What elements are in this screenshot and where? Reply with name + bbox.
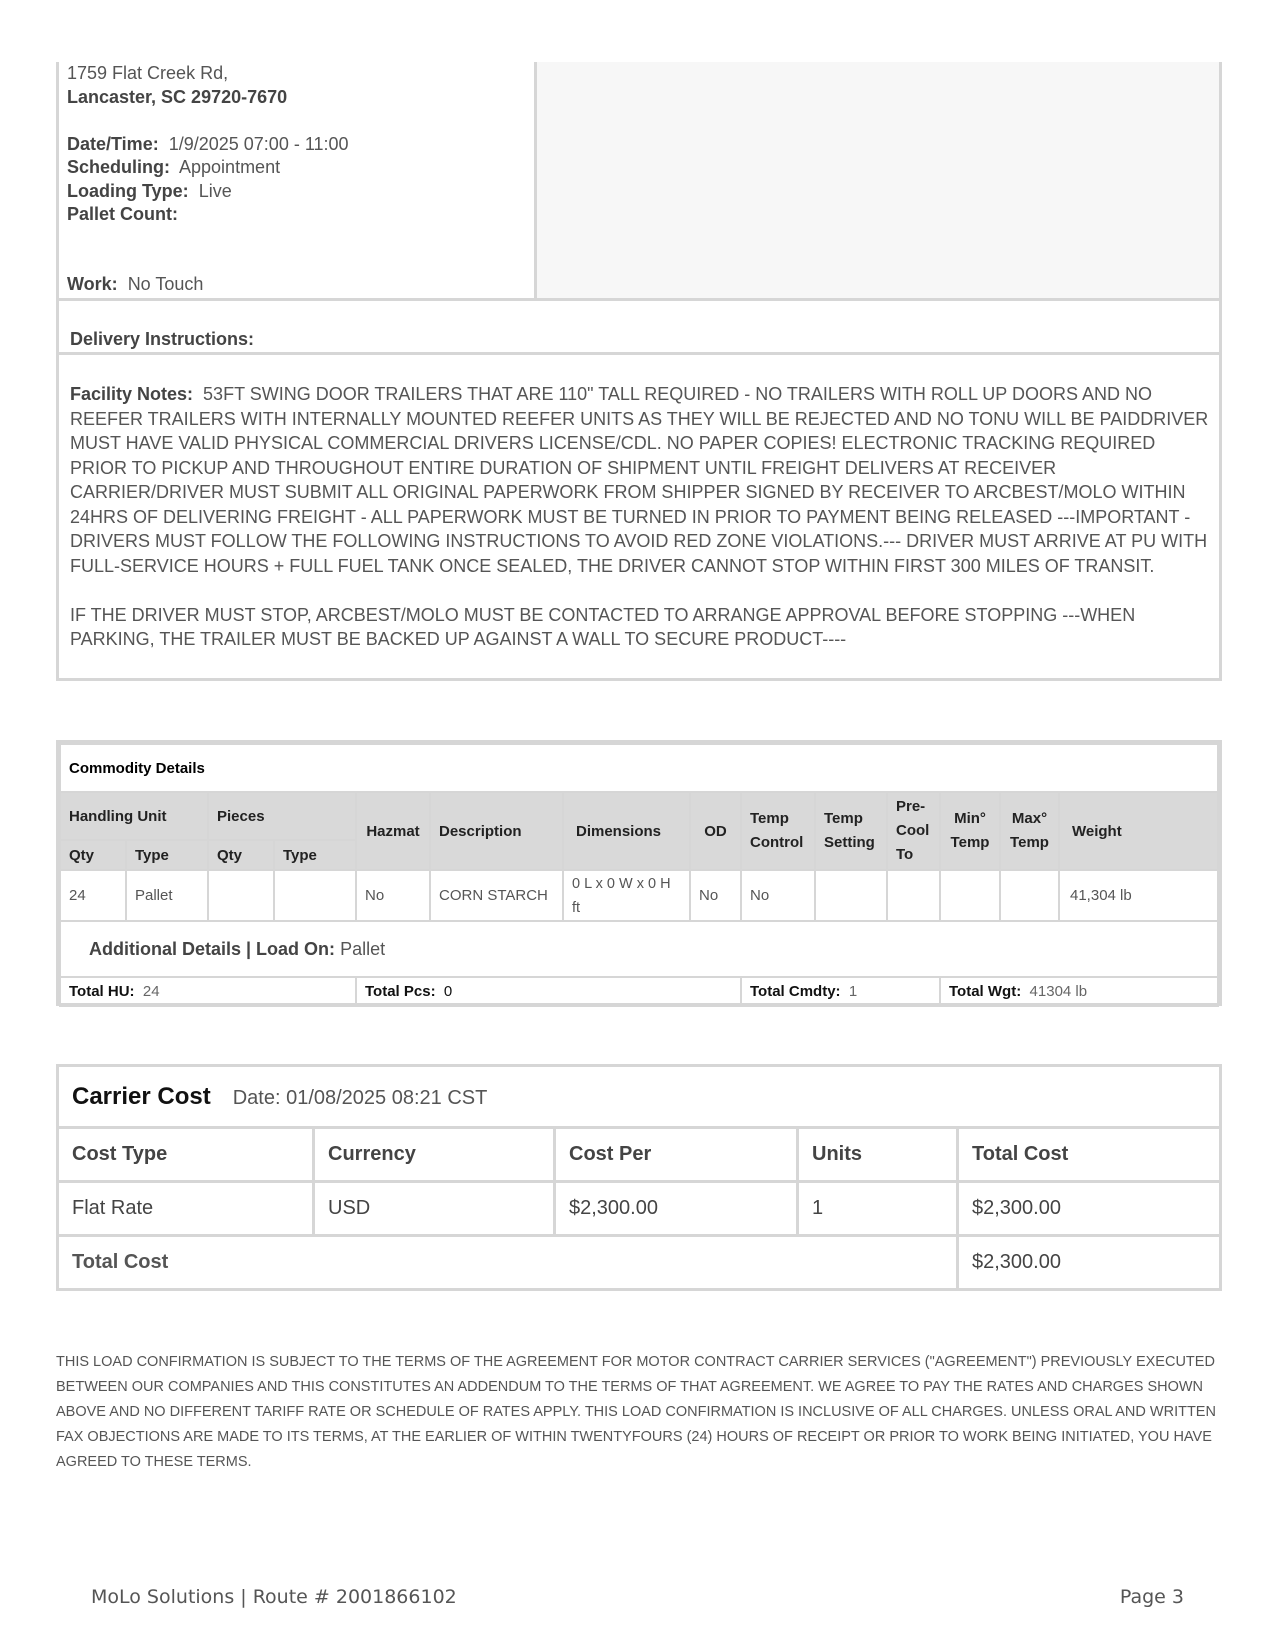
cell-dimensions: 0 L x 0 W x 0 H ft: [563, 870, 690, 921]
header-temp-setting: Temp Setting: [815, 792, 887, 870]
header-pieces: Pieces: [208, 792, 356, 840]
scheduling-value: Appointment: [179, 157, 281, 177]
additional-details-label: Additional Details | Load On:: [89, 938, 336, 959]
cell-max-temp: [1000, 870, 1059, 921]
cell-cost-type: Flat Rate: [58, 1182, 314, 1236]
scheduling-line: [67, 156, 534, 180]
stop-info-block: [56, 62, 1222, 301]
header-temp-control: Temp Control: [741, 792, 815, 870]
cell-od: No: [690, 870, 741, 921]
facility-notes-paragraph-2: IF THE DRIVER MUST STOP, ARCBEST/MOLO MUST BE CONTACTED TO ARRANGE APPROVAL BEFORE STOPPING ---WHEN PARKING, THE TRAILER MUST BE BACKED UP AGAINST A WALL TO SECURE PRODUCT----: [70, 604, 1136, 649]
total-cost-label: Total Cost: [58, 1236, 958, 1290]
cell-hazmat: No: [356, 870, 430, 921]
header-pc-type: Type: [274, 840, 356, 870]
delivery-instructions-label: Delivery Instructions:: [70, 329, 255, 349]
work-line: [67, 273, 203, 297]
footer-page-number: Page 3: [1119, 1586, 1184, 1608]
cell-hu-type: Pallet: [126, 870, 208, 921]
header-weight: Weight: [1059, 792, 1218, 870]
cell-temp-setting: [815, 870, 887, 921]
header-total-cost: Total Cost: [958, 1128, 1221, 1182]
cell-weight: 41,304 lb: [1059, 870, 1218, 921]
total-hu-label: Total HU:: [69, 983, 135, 1000]
total-cmdty: [741, 977, 940, 1006]
loading-line: [67, 180, 534, 204]
carrier-cost-header: [58, 1066, 1221, 1128]
cell-currency: USD: [314, 1182, 555, 1236]
total-wgt: [940, 977, 1218, 1006]
additional-details-value: Pallet: [340, 938, 386, 959]
facility-notes-text: 53FT SWING DOOR TRAILERS THAT ARE 110" TALL REQUIRED - NO TRAILERS WITH ROLL UP DOORS AND NO REEFER TRAILERS WITH INTERNALLY MOUNTED REEFER UNITS AS THEY WILL BE REJECTED AND NO TONU WILL BE PAIDDRIVER MUST HAVE VALID PHYSICAL COMMERCIAL DRIVERS LICENSE/CDL. NO PAPER COPIES! ELECTRONIC TRACKING REQUIRED PRIOR TO PICKUP AND THROUGHOUT ENTIRE DURATION OF SHIPMENT UNTIL FREIGHT DELIVERS AT RECEIVER CARRIER/DRIVER MUST SUBMIT ALL ORIGINAL PAPERWORK FROM SHIPPER SIGNED BY RECEIVER TO ARCBEST/MOLO WITHIN 24HRS OF DELIVERING FREIGHT - ALL PAPERWORK MUST BE TURNED IN PRIOR TO PAYMENT BEING RELEASED ---IMPORTANT - DRIVERS MUST FOLLOW THE FOLLOWING INSTRUCTIONS TO AVOID RED ZONE VIOLATIONS.--- DRIVER MUST ARRIVE AT PU WITH FULL-SERVICE HOURS + FULL FUEL TANK ONCE SEALED, THE DRIVER CANNOT STOP WITHIN FIRST 300 MILES OF TRANSIT.: [70, 384, 1209, 576]
facility-notes-box: [56, 352, 1222, 681]
commodity-details: [56, 740, 1222, 1006]
total-cost-value: $2,300.00: [958, 1236, 1221, 1290]
header-hazmat: Hazmat: [356, 792, 430, 870]
delivery-instructions-row: [56, 298, 1222, 355]
terms-text: THIS LOAD CONFIRMATION IS SUBJECT TO THE TERMS OF THE AGREEMENT FOR MOTOR CONTRACT CARRIER SERVICES ("AGREEMENT") PREVIOUSLY EXECUTED BETWEEN OUR COMPANIES AND THIS CONSTITUTES AN ADDENDUM TO THE TERMS OF THAT AGREEMENT. WE AGREE TO PAY THE RATES AND CHARGES SHOWN ABOVE AND NO DIFFERENT TARIFF RATE OR SCHEDULE OF RATES APPLY. THIS LOAD CONFIRMATION IS INCLUSIVE OF ALL CHARGES. UNLESS ORAL AND WRITTEN FAX OBJECTIONS ARE MADE TO ITS TERMS, AT THE EARLIER OF WITHIN TWENTYFOURS (24) HOURS OF RECEIPT OR PRIOR TO WORK BEING INITIATED, YOU HAVE AGREED TO THESE TERMS.: [56, 1354, 1216, 1470]
header-description: Description: [430, 792, 563, 870]
total-pcs-value: 0: [443, 983, 453, 1000]
total-wgt-value: 41304 lb: [1029, 983, 1088, 1000]
cell-temp-control: No: [741, 870, 815, 921]
header-max-temp: Max° Temp: [1000, 792, 1059, 870]
facility-notes-paragraph: [70, 382, 1215, 578]
commodity-title: Commodity Details: [60, 744, 1218, 792]
total-wgt-label: Total Wgt:: [949, 983, 1022, 1000]
commodity-table: [59, 743, 1219, 1007]
loading-value: Live: [198, 180, 232, 201]
carrier-cost-date: Date: 01/08/2025 08:21 CST: [232, 1086, 488, 1109]
loading-label: Loading Type:: [67, 180, 189, 201]
total-cmdty-value: 1: [848, 983, 858, 1000]
pallet-label: Pallet Count:: [67, 204, 178, 224]
carrier-cost-title: Carrier Cost: [72, 1082, 211, 1110]
datetime-value: 1/9/2025 07:00 - 11:00: [168, 133, 349, 154]
header-hu-qty: Qty: [60, 840, 126, 870]
header-min-temp: Min° Temp: [940, 792, 1000, 870]
carrier-cost: [56, 1064, 1222, 1291]
header-dimensions: Dimensions: [563, 792, 690, 870]
scheduling-label: Scheduling:: [67, 157, 170, 177]
header-units: Units: [798, 1128, 958, 1182]
cell-hu-qty: 24: [60, 870, 126, 921]
cell-min-temp: [940, 870, 1000, 921]
total-cmdty-label: Total Cmdty:: [750, 983, 841, 1000]
address-line-1: 1759 Flat Creek Rd,: [67, 63, 229, 83]
footer-route: MoLo Solutions | Route # 2001866102: [91, 1586, 457, 1608]
header-cost-type: Cost Type: [58, 1128, 314, 1182]
cell-precool: [887, 870, 940, 921]
cell-pc-type: [274, 870, 356, 921]
additional-details: [60, 921, 1218, 977]
pallet-line: [67, 203, 534, 227]
work-label: Work:: [67, 273, 118, 294]
total-hu: [60, 977, 356, 1006]
cell-pc-qty: [208, 870, 274, 921]
total-pcs-label: Total Pcs:: [365, 983, 436, 1000]
header-hu-type: Type: [126, 840, 208, 870]
header-od: OD: [690, 792, 741, 870]
carrier-cost-table: [56, 1064, 1222, 1291]
cell-description: CORN STARCH: [430, 870, 563, 921]
table-row: [58, 1182, 1221, 1236]
cell-cost-per: $2,300.00: [555, 1182, 798, 1236]
table-row: [60, 870, 1218, 921]
total-hu-value: 24: [142, 983, 160, 1000]
datetime-label: Date/Time:: [67, 133, 159, 154]
facility-notes-label: Facility Notes:: [70, 384, 194, 404]
datetime-line: [67, 133, 534, 157]
cell-units: 1: [798, 1182, 958, 1236]
header-handling-unit: Handling Unit: [60, 792, 208, 840]
header-precool: Pre-Cool To: [887, 792, 940, 870]
header-cost-per: Cost Per: [555, 1128, 798, 1182]
cell-total-cost: $2,300.00: [958, 1182, 1221, 1236]
header-pc-qty: Qty: [208, 840, 274, 870]
work-value: No Touch: [127, 273, 204, 294]
header-currency: Currency: [314, 1128, 555, 1182]
total-pcs: [356, 977, 741, 1006]
address-line-2: Lancaster, SC 29720-7670: [67, 86, 288, 107]
stop-details: [59, 62, 537, 298]
stop-blank-panel: [537, 62, 1219, 298]
